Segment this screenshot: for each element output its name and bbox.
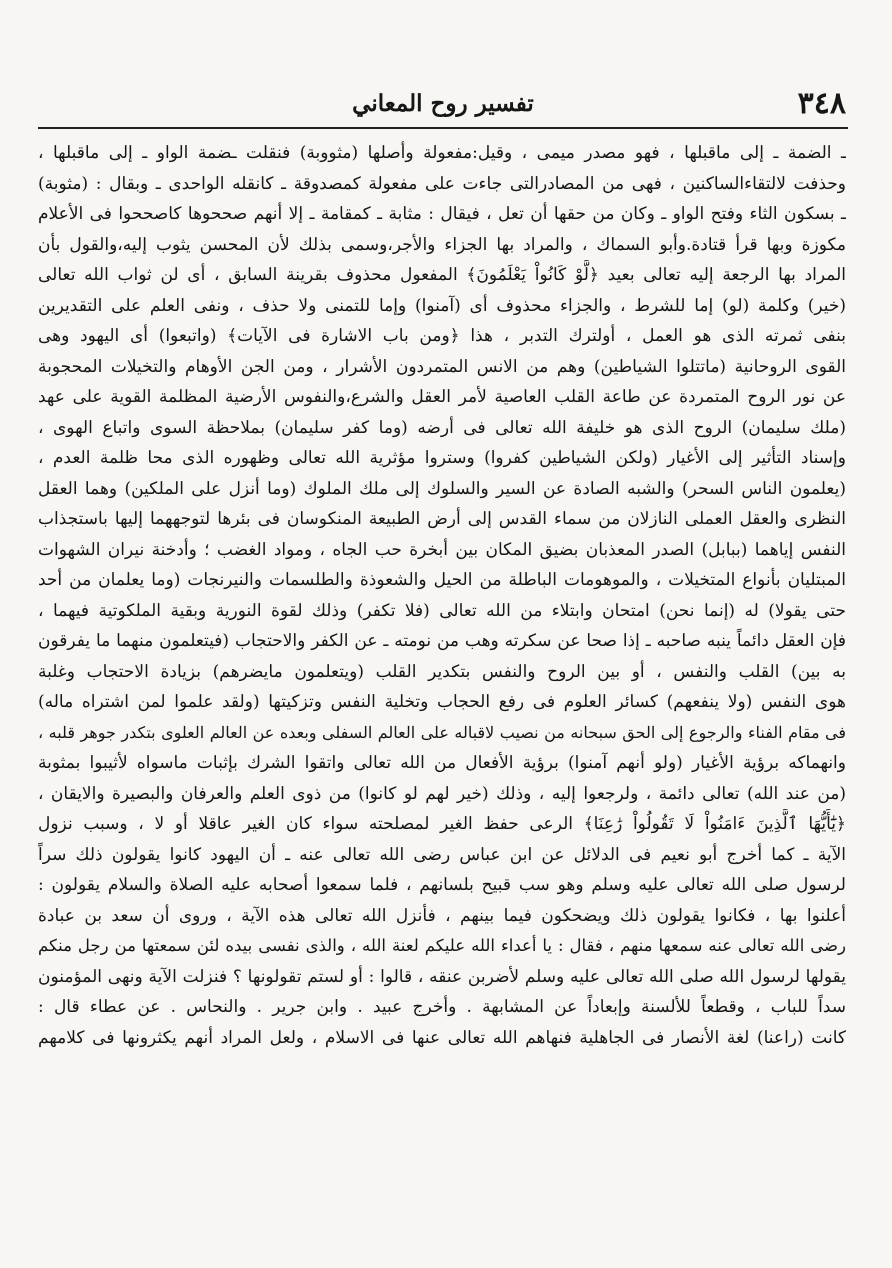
text-body [38, 138, 846, 1053]
text-line: حتى يقولا) له (إنما نحن) امتحان وابتلاء من الله تعالى (فلا تكفر) وذلك لقوة النورية وبقية الملكوتية فيهما ، [38, 600, 846, 621]
text-line: النظرى والعقل العملى النازلان من سماء القدس إلى أرض الطبيعة المنكوسان فى بئرها لتوجههما إليها باستجذاب [38, 509, 846, 529]
text-line: المبتليان بأنواع المتخيلات ، والموهومات الباطلة من الحيل والشعوذة والطلسمات والنيرنجات (وما يعلمان من أحد [38, 570, 846, 590]
text-line: ﴿يَٰٓأَيُّهَا ٱلَّذِينَ ءَامَنُواْ لَا تَقُولُواْ رَٰعِنَا﴾ الرعى حفظ الغير لمصلحته سواء كان الغير عاقلا أو لا ، وسبب نزول [38, 814, 846, 834]
text-line: الآية ـ كما أخرج أبو نعيم فى الدلائل عن ابن عباس رضى الله تعالى عنه ـ أن اليهود كانوا يقولون ذلك سراً [38, 844, 846, 865]
text-line: (خير) وكلمة (لو) إما للشرط ، والجزاء محذوف أى (آمنوا) وإما للتمنى ولا حذف ، ونفى العلم على التقديرين [38, 295, 846, 316]
text-line: ـ الضمة ـ إلى ماقبلها ، فهو مصدر ميمى ، وقيل:مفعولة وأصلها (مثووبة) فنقلت ـضمة الواو ـ إلى ماقبلها ، [38, 143, 846, 163]
text-line: النفس إياهما (ببابل) الصدر المعذبان بضيق المكان بين أبخرة حب الجاه ، ومواد الغضب ؛ وأدخنة نيران الشهوات [38, 539, 846, 560]
page-number: ٣٤٨ [797, 86, 846, 121]
text-line: (ملك سليمان) الروح الذى هو خليفة الله تعالى فى أرضه (وما كفر سليمان) بملاحظة السوى واتباع الهوى ، [38, 417, 846, 438]
running-title: تفسير روح المعاني [352, 90, 534, 117]
text-line: المراد بها الرجعة إليه تعالى بعيد ﴿لَّوْ كَانُواْ يَعْلَمُونَ﴾ المفعول محذوف بقرينة السابق ، أى لن ثواب الله تعالى [38, 265, 846, 285]
text-line: هوى النفس (ولا ينفعهم) كسائر العلوم فى رفع الحجاب وتخلية النفس وتزكيتها (ولقد علموا لمن اشتراه ماله) [38, 692, 846, 712]
page-header [40, 84, 846, 124]
text-line: به بين) القلب والنفس ، أو بين الروح والنفس بتكدير القلب (ويتعلمون مايضرهم) بزيادة الاحتجاب وغلبة [38, 661, 846, 682]
text-line: سداً للباب ، وقطعاً للألسنة وإبعاداً عن المشابهة . وأخرج عبيد . وابن جرير . والنحاس . عن عطاء قال : [38, 997, 846, 1017]
text-line: (يعلمون الناس السحر) والشبه الصادة عن السير والسلوك إلى ملك الملوك (وما أنزل على الملكين) وهما العقل [38, 478, 846, 499]
text-line: كانت (راعنا) لغة الأنصار فى الجاهلية فنهاهم الله تعالى عنها فى الاسلام ، ولعل المراد أنهم يكثرونها فى كلامهم [38, 1027, 846, 1048]
text-line: فإن العقل دائماً ينبه صاحبه ـ إذا صحا عن سكرته وهب من نومته ـ عن الكفر والاحتجاب (فيتعلمون منهما ما يفرقون [38, 631, 846, 651]
text-line: يقولها لرسول الله صلى الله تعالى عليه وسلم لأضربن عنقه ، قالوا : أو لستم تقولونها ؟ فنزلت الآية ونهى المؤمنون [38, 966, 846, 987]
text-line: وانهماكه برؤية الأغيار (ولو أنهم آمنوا) برؤية الأفعال من الله تعالى واتقوا الشرك بإثبات ماسواه لأثيبوا بمثوبة [38, 753, 846, 773]
header-rule [38, 127, 848, 129]
text-line: رضى الله تعالى عنه سمعها منهم ، فقال : يا أعداء الله عليكم لعنة الله ، والذى نفسى بيده لئن سمعتها من رجل منكم [38, 936, 846, 955]
text-line: أعلنوا بها ، فكانوا يقولون ذلك ويضحكون فيما بينهم ، فأنزل الله تعالى هذه الآية ، وروى أن سعد بن عبادة [38, 905, 846, 926]
text-line: ـ بسكون الثاء وفتح الواو ـ وكان من حقها أن تعل ، فيقال : مثابة ـ كمقامة ـ إلا أنهم صححوها كاصححوا فى الأعلام [38, 204, 846, 224]
text-line: عن نور الروح المتمردة عن طاعة القلب العاصية لأمر العقل والشرع،والنفوس الأرضية المظلمة القوية على عهد [38, 387, 846, 407]
text-line: مكوزة وبها قرأ قتادة.وأبو السماك ، والمراد بها الجزاء والأجر،وسمى بذلك لأن المحسن يثوب إليه،والقول بأن [38, 234, 846, 255]
text-line: لرسول صلى الله تعالى عليه وسلم وهو سب قبيح بلسانهم ، فلما سمعوا أصحابه عليه الصلاة والسلام يقولون : [38, 875, 846, 895]
text-line: فى مقام الفناء والرجوع إلى الحق سبحانه من نصيب لاقباله على العالم السفلى وبعده عن العالم العلوى بتكدر جوهر قلبه ، [38, 722, 846, 742]
text-line: القوى الروحانية (ماتتلوا الشياطين) وهم من الانس المتمردون الأشرار ، ومن الجن الأوهام والتخيلات المحجوبة [38, 356, 846, 377]
text-line: بنفى ثمرته الذى هو العمل ، أولترك التدبر ، هذا ﴿ومن باب الاشارة فى الآيات﴾ (واتبعوا) أى اليهود وهى [38, 326, 846, 346]
text-line: وإسناد التأثير إلى الأغيار (ولكن الشياطين كفروا) وستروا مؤثرية الله تعالى وظهوره الذى محا ظلمة العدم ، [38, 448, 846, 468]
text-line: (من عند الله) تعالى دائمة ، ولرجعوا إليه ، وذلك (خير لهم لو كانوا) من ذوى العلم والعرفان والبصيرة والايقان ، [38, 783, 846, 804]
text-line: وحذفت لالتقاءالساكنين ، فهى من المصادرالتى جاءت على مفعولة كمصدوقة ـ كانقله الواحدى ـ وبقال : (مثوبة) [38, 173, 846, 194]
